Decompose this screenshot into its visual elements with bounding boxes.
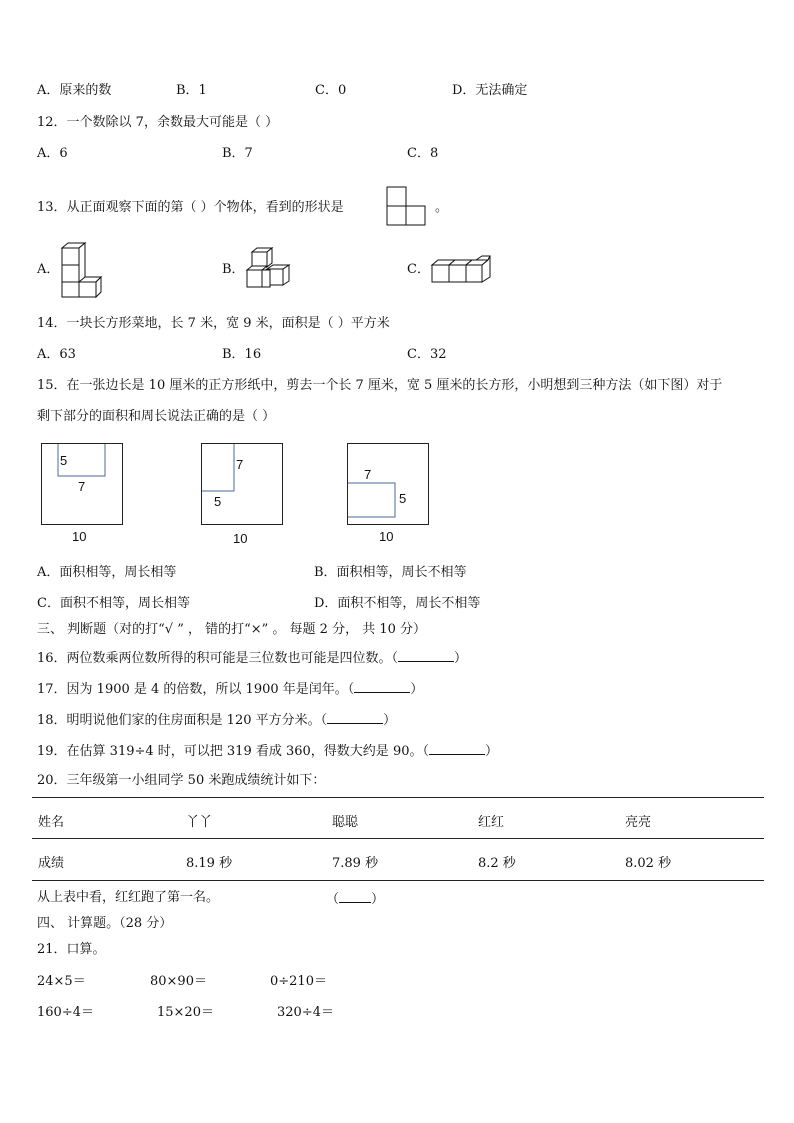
q13-object-b-cubes (245, 247, 291, 289)
q15-fig3-label-length: 7 (364, 467, 372, 482)
q20-answer-blank[interactable] (339, 890, 371, 903)
q15-stem-line2: 剩下部分的面积和周长说法正确的是（ ） (37, 409, 276, 424)
q14-option-a: A．63 (37, 347, 76, 362)
q19-text: 19．在估算 319÷4 时，可以把 319 看成 360，得数大约是 90。（ (37, 744, 429, 759)
q21-item: 80×90＝ (150, 974, 207, 989)
q13-object-c-cubes (430, 255, 492, 285)
table-header-liangliang: 亮亮 (625, 815, 652, 830)
q15-stem-line1: 15．在一张边长是 10 厘米的正方形纸中，剪去一个长 7 厘米，宽 5 厘米的长方形，小明想到三种方法（如下图）对于 (37, 378, 723, 393)
q13-stem: 13．从正面观察下面的第（ ）个物体，看到的形状是 (37, 200, 344, 215)
q21-item: 160÷4＝ (37, 1005, 94, 1020)
q20-paren-close: ） (371, 892, 385, 907)
q15-option-a: A．面积相等，周长相等 (37, 565, 177, 580)
q13-option-a: A． (37, 262, 60, 277)
table-row-label: 成绩 (38, 856, 65, 871)
q13-stem-end: 。 (435, 200, 449, 215)
q13-object-a-cubes (60, 242, 102, 298)
q12-option-b: B．7 (222, 146, 253, 161)
q18-paren-close: ） (383, 713, 397, 728)
q15-fig3-label-width: 5 (399, 491, 407, 506)
q15-fig2-label-width: 5 (214, 494, 222, 509)
q20-question: 从上表中看，红红跑了第一名。 (37, 890, 220, 905)
q15-option-d: D．面积不相等，周长不相等 (314, 596, 481, 611)
section-4-heading: 四、 计算题。（28 分） (37, 916, 173, 931)
q15-option-c: C．面积不相等，周长相等 (37, 596, 190, 611)
q13-front-view-figure (386, 186, 428, 226)
table-cell-liangliang: 8.02 秒 (625, 856, 672, 871)
table-cell-honghong: 8.2 秒 (478, 856, 516, 871)
q13-option-b: B． (222, 262, 245, 277)
table-header-congcong: 聪聪 (332, 815, 359, 830)
q18-statement (37, 711, 396, 729)
table-top-rule (32, 797, 764, 798)
q21-item: 24×5＝ (37, 974, 86, 989)
q19-answer-blank[interactable] (429, 742, 485, 755)
table-cell-yaya: 8.19 秒 (186, 856, 233, 871)
q14-stem: 14．一块长方形菜地，长 7 米，宽 9 米，面积是（ ）平方米 (37, 316, 390, 331)
q16-paren-close: ） (454, 651, 468, 666)
table-cell-congcong: 7.89 秒 (332, 856, 379, 871)
q18-text: 18．明明说他们家的住房面积是 120 平方分米。（ (37, 713, 328, 728)
q16-text: 16．两位数乘两位数所得的积可能是三位数也可能是四位数。（ (37, 651, 399, 666)
q20-answer (326, 890, 384, 908)
q15-fig1-label-length: 7 (78, 479, 86, 494)
q15-fig1-label-width: 5 (60, 453, 68, 468)
q12-option-a: A．6 (37, 146, 68, 161)
q13-option-c: C． (407, 262, 430, 277)
q16-statement (37, 649, 467, 667)
section-3-heading: 三、 判断题（对的打“√ ” ， 错的打“×” 。 每题 2 分， 共 10 分） (37, 622, 427, 637)
q16-answer-blank[interactable] (398, 649, 454, 662)
q11-option-b: B．1 (176, 83, 207, 98)
q11-option-a: A．原来的数 (37, 83, 112, 98)
q15-fig2-label-length: 7 (236, 457, 244, 472)
q11-option-d: D．无法确定 (452, 83, 528, 98)
q21-item: 0÷210＝ (270, 974, 327, 989)
q15-figure-2 (201, 443, 283, 525)
q14-option-c: C．32 (407, 347, 447, 362)
q15-figure-3 (347, 443, 429, 525)
q14-option-b: B．16 (222, 347, 262, 362)
table-header-name: 姓名 (38, 815, 65, 830)
q17-paren-close: ） (410, 682, 424, 697)
q20-stem: 20．三年级第一小组同学 50 米跑成绩统计如下： (37, 773, 326, 788)
q19-paren-close: ） (484, 744, 498, 759)
q17-answer-blank[interactable] (354, 680, 410, 693)
table-header-yaya: 丫丫 (186, 815, 213, 830)
q18-answer-blank[interactable] (327, 711, 383, 724)
q12-stem: 12．一个数除以 7，余数最大可能是（ ） (37, 115, 279, 130)
q11-option-c: C．0 (315, 83, 347, 98)
table-mid-rule (32, 838, 764, 839)
q15-option-b: B．面积相等，周长不相等 (314, 565, 467, 580)
q19-statement (37, 742, 498, 760)
table-bottom-rule (32, 880, 764, 881)
table-header-honghong: 红红 (478, 815, 505, 830)
q17-text: 17．因为 1900 是 4 的倍数，所以 1900 年是闰年。（ (37, 682, 355, 697)
q21-item: 15×20＝ (157, 1005, 214, 1020)
q21-stem: 21．口算。 (37, 942, 106, 957)
q15-fig1-label-side: 10 (72, 529, 87, 544)
q21-item: 320÷4＝ (277, 1005, 334, 1020)
q15-fig2-label-side: 10 (233, 531, 248, 546)
q15-fig3-label-side: 10 (379, 529, 394, 544)
q12-option-c: C．8 (407, 146, 439, 161)
q17-statement (37, 680, 423, 698)
front-view-svg (386, 186, 428, 226)
q20-paren-open: （ (326, 892, 340, 907)
